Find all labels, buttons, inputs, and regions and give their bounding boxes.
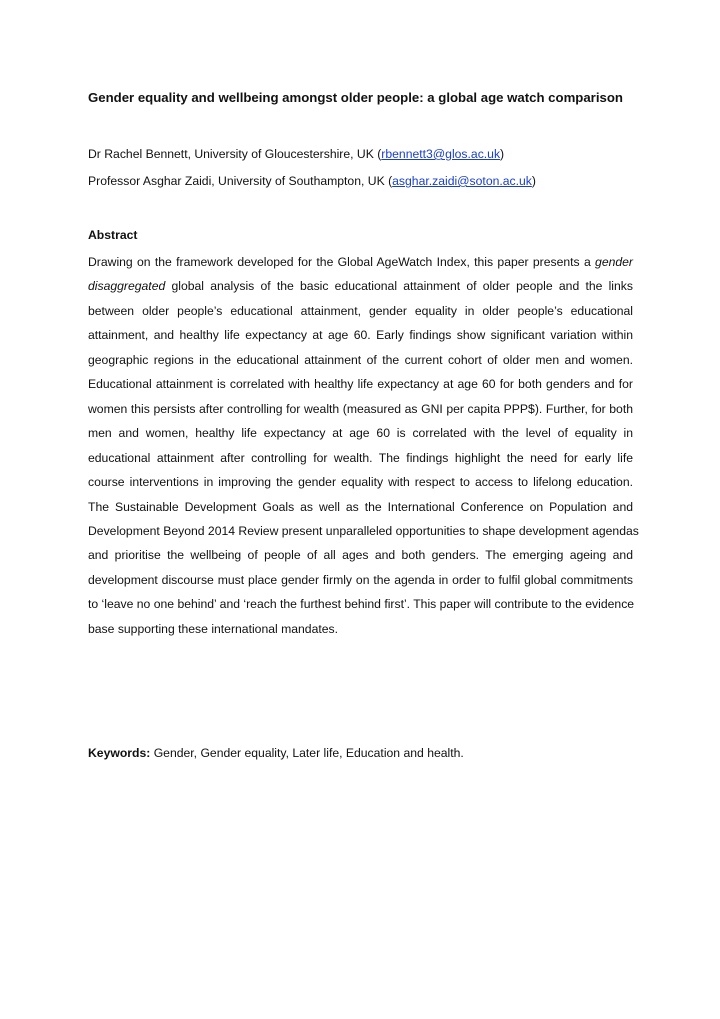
abstract-line-text: between older people’s educational attainment, gender equality in older people’s educational xyxy=(88,303,633,318)
author-line-2 xyxy=(88,174,536,188)
abstract-line xyxy=(88,274,633,298)
abstract-heading: Abstract xyxy=(88,228,138,242)
abstract-line-text: course interventions in improving the gender equality with respect to access to lifelong education. xyxy=(88,475,633,490)
abstract-line xyxy=(88,421,633,445)
abstract-line xyxy=(88,519,639,543)
abstract-line xyxy=(88,470,633,494)
abstract-line-text: Development Beyond 2014 Review present unparalleled opportunities to shape development agendas xyxy=(88,523,639,538)
abstract-line-text: educational attainment after controlling for wealth. The findings highlight the need for early life xyxy=(88,450,633,465)
author-1-email-link[interactable]: rbennett3@glos.ac.uk xyxy=(381,147,501,161)
abstract-line xyxy=(88,495,633,519)
abstract-line xyxy=(88,299,633,323)
abstract-line xyxy=(88,543,633,567)
author-2-email-link[interactable]: asghar.zaidi@soton.ac.uk xyxy=(392,174,532,188)
abstract-line xyxy=(88,397,633,421)
author-2-text: Professor Asghar Zaidi, University of Southampton, UK ( xyxy=(88,174,393,188)
abstract-line-text: men and women, healthy life expectancy at age 60 is correlated with the level of equality in xyxy=(88,426,633,441)
abstract-line xyxy=(88,372,633,396)
paper-title: Gender equality and wellbeing amongst older people: a global age watch comparison xyxy=(88,90,623,105)
author-1-suffix: ) xyxy=(500,147,505,161)
abstract-line xyxy=(88,348,633,372)
abstract-line-text: base supporting these international mandates. xyxy=(88,621,339,636)
abstract-line-text: Drawing on the framework developed for the Global AgeWatch Index, this paper presents a xyxy=(88,255,596,269)
abstract-line-text: women this persists after controlling for wealth (measured as GNI per capita PPP$). Further, for both xyxy=(88,401,633,416)
keywords-line xyxy=(88,746,464,760)
abstract-line-text: geographic regions in the educational attainment of the current cohort of older men and women. xyxy=(88,352,633,367)
abstract-line xyxy=(88,323,633,347)
abstract-line xyxy=(88,250,633,274)
abstract-line xyxy=(88,446,633,470)
abstract-line-text: Educational attainment is correlated with healthy life expectancy at age 60 for both genders and for xyxy=(88,377,633,392)
author-2-suffix: ) xyxy=(531,174,536,188)
abstract-body xyxy=(88,250,639,641)
abstract-line-text: The Sustainable Development Goals as well as the International Conference on Population and xyxy=(88,499,633,514)
abstract-line-text: to ‘leave no one behind’ and ‘reach the furthest behind first’. This paper will contribute to the evidence xyxy=(88,597,635,612)
abstract-line-text: and prioritise the wellbeing of people of all ages and both genders. The emerging ageing and xyxy=(88,548,633,563)
abstract-line-text: attainment, and healthy life expectancy at age 60. Early findings show significant variation within xyxy=(88,328,633,343)
keywords-text: Gender, Gender equality, Later life, Education and health. xyxy=(150,746,464,760)
abstract-italic-term: gender xyxy=(595,255,633,269)
abstract-line xyxy=(88,592,633,616)
abstract-line xyxy=(88,617,633,641)
abstract-italic-term: disaggregated xyxy=(88,279,166,294)
author-1-text: Dr Rachel Bennett, University of Gloucestershire, UK ( xyxy=(88,147,382,161)
abstract-line-text: development discourse must place gender firmly on the agenda in order to fulfil global commitments xyxy=(88,572,633,587)
abstract-line-text: global analysis of the basic educational attainment of older people and the links xyxy=(165,279,633,294)
keywords-label: Keywords: xyxy=(88,746,151,760)
author-line-1 xyxy=(88,147,504,161)
abstract-line xyxy=(88,568,633,592)
